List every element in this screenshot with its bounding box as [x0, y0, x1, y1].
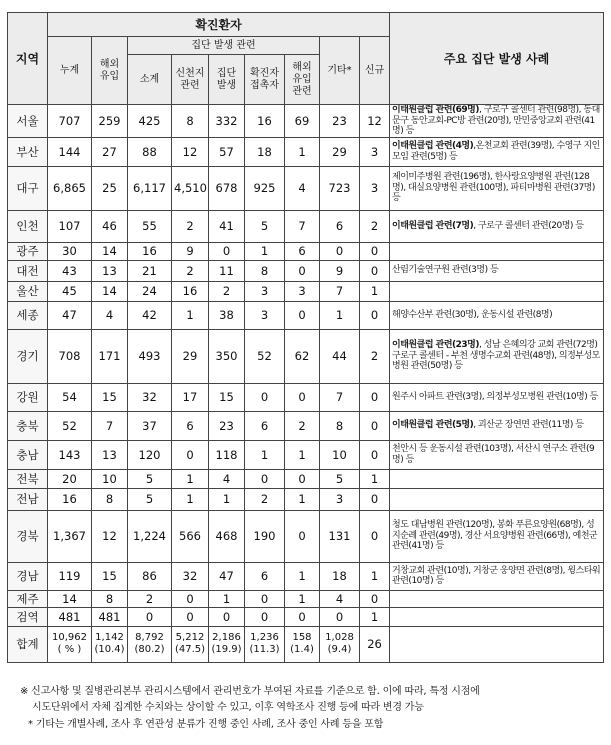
contact-cell: 16 [245, 105, 285, 138]
main-case-text: 거창교회 관련(10명), 거창군 웅양면 관련(8명), 윙스타워 관련(10명) 등 [392, 565, 601, 586]
main-case-cell [390, 260, 604, 281]
shincheonji-cell: 1 [172, 488, 209, 510]
table-header [8, 13, 604, 105]
subtotal-cell: 16 [128, 242, 172, 260]
other-cell: 5 [320, 469, 360, 488]
new-cell: 0 [360, 411, 390, 440]
contact-cell: 0 [245, 383, 285, 411]
contact-cell: 6 [245, 411, 285, 440]
shincheonji-cell: 1 [172, 301, 209, 329]
shincheonji-cell: 16 [172, 281, 209, 301]
new-cell: 0 [360, 488, 390, 510]
subtotal-cell: 1,224 [128, 510, 172, 562]
new-cell: 3 [360, 137, 390, 166]
other-cell: 8 [320, 411, 360, 440]
region-cell: 제주 [8, 590, 48, 607]
cumulative-cell: 119 [48, 562, 92, 590]
new-cell: 0 [360, 242, 390, 260]
contact-cell: 3 [245, 281, 285, 301]
other-cell: 18 [320, 562, 360, 590]
header-overseas: 해외 유입 [92, 37, 128, 105]
overseas-related-cell: 7 [285, 210, 320, 242]
shincheonji-cell: 12 [172, 137, 209, 166]
overseas-cell: 12 [92, 510, 128, 562]
main-case-cell [390, 510, 604, 562]
table-row [8, 260, 604, 281]
header-shincheonji: 신천지 관련 [172, 55, 209, 105]
total-value: 10,962 [52, 632, 87, 643]
cumulative-cell: 707 [48, 105, 92, 138]
contact-cell: 0 [245, 607, 285, 626]
region-cell: 인천 [8, 210, 48, 242]
header-new: 신규 [360, 37, 390, 105]
cumulative-total-cell [48, 626, 92, 662]
contact-cell: 52 [245, 329, 285, 383]
contact-cell: 925 [245, 166, 285, 210]
main-case-cell [390, 411, 604, 440]
table-row [8, 281, 604, 301]
overseas-related-cell: 0 [285, 301, 320, 329]
group-outbreak-cell: 350 [209, 329, 245, 383]
other-cell: 44 [320, 329, 360, 383]
region-cell: 전남 [8, 488, 48, 510]
overseas-related-cell: 1 [285, 590, 320, 607]
overseas-cell: 46 [92, 210, 128, 242]
main-case-text: 해양수산부 관련(30명), 운동시설 관련(8명) [392, 309, 553, 320]
footnote-1: ※ 신고사항 및 질병관리본부 관리시스템에서 관리번호가 부여된 자료를 기준으로 함. 이에 따라, 특정 시점에 [20, 686, 480, 697]
overseas-related-cell: 0 [285, 260, 320, 281]
main-case-cell [390, 105, 604, 138]
table-row [8, 440, 604, 469]
main-case-cell [390, 281, 604, 301]
shincheonji-cell: 32 [172, 562, 209, 590]
region-cell: 경북 [8, 510, 48, 562]
other-cell: 10 [320, 440, 360, 469]
table-row [8, 166, 604, 210]
subtotal-cell: 88 [128, 137, 172, 166]
cumulative-cell: 144 [48, 137, 92, 166]
other-cell: 23 [320, 105, 360, 138]
main-case-cell [390, 383, 604, 411]
contact-cell: 8 [245, 260, 285, 281]
contact-cell: 6 [245, 562, 285, 590]
main-case-highlight: 이태원클럽 관련(7명) [392, 220, 474, 231]
overseas-cell: 14 [92, 242, 128, 260]
contact-cell: 0 [245, 469, 285, 488]
region-cell: 대구 [8, 166, 48, 210]
overseas-related-cell: 69 [285, 105, 320, 138]
subtotal-cell: 0 [128, 607, 172, 626]
shincheonji-cell: 0 [172, 440, 209, 469]
main-case-text: 원주시 아파트 관련(3명), 의정부성모병원 관련(10명) 등 [392, 391, 598, 402]
other-total-cell [320, 626, 360, 662]
main-case-text: , 구로구 콜센터 관련(20명) 등 [473, 220, 584, 231]
total-percent: (10.4) [94, 644, 125, 655]
other-cell: 29 [320, 137, 360, 166]
main-case-cell [390, 329, 604, 383]
new-cell: 0 [360, 383, 390, 411]
main-case-total-cell [390, 626, 604, 662]
region-cell: 경남 [8, 562, 48, 590]
overseas-related-cell: 6 [285, 242, 320, 260]
contact-cell: 1 [245, 242, 285, 260]
total-value: 1,142 [95, 632, 124, 643]
shincheonji-cell: 566 [172, 510, 209, 562]
footnote-2: 시도단위에서 자체 집계한 수치와는 상이할 수 있고, 이후 역학조사 진행 등에 따라 변경 가능 [32, 702, 424, 713]
subtotal-cell: 86 [128, 562, 172, 590]
overseas-related-cell: 3 [285, 281, 320, 301]
table-row [8, 242, 604, 260]
table-row [8, 105, 604, 138]
new-cell: 1 [360, 469, 390, 488]
total-value: 5,212 [175, 632, 205, 643]
main-case-text: ,온천교회 관련(39명), 수영구 지인모임 관련(5명) 등 [392, 141, 600, 162]
new-total-cell: 26 [360, 626, 390, 662]
overseas-cell: 14 [92, 281, 128, 301]
main-case-text: 제이미주병원 관련(196명), 한사랑요양병원 관련(128명), 대실요양병원 관련(100명), 파티마병원 관련(37명) 등 [392, 172, 595, 204]
group-outbreak-cell: 332 [209, 105, 245, 138]
other-cell: 7 [320, 383, 360, 411]
overseas-related-cell: 0 [285, 510, 320, 562]
table-row [8, 383, 604, 411]
overseas-related-cell: 1 [285, 440, 320, 469]
subtotal-cell: 24 [128, 281, 172, 301]
other-cell: 723 [320, 166, 360, 210]
cumulative-cell: 54 [48, 383, 92, 411]
group-outbreak-cell: 41 [209, 210, 245, 242]
overseas-cell: 171 [92, 329, 128, 383]
overseas-cell: 15 [92, 562, 128, 590]
other-cell: 9 [320, 260, 360, 281]
shincheonji-cell: 29 [172, 329, 209, 383]
cumulative-cell: 43 [48, 260, 92, 281]
main-case-text: , 괴산군 장연면 관련(11명) 등 [473, 420, 584, 431]
main-case-text: 청도 대남병원 관련(120명), 봉화 푸른요양원(68명), 성지순례 관련(49명), 경산 서요양병원 관련(66명), 예천군 관련(41명) 등 [392, 520, 598, 552]
group-outbreak-cell: 57 [209, 137, 245, 166]
header-other: 기타* [320, 37, 360, 105]
other-cell: 131 [320, 510, 360, 562]
main-case-cell [390, 210, 604, 242]
contact-total-cell [245, 626, 285, 662]
group-outbreak-cell: 0 [209, 242, 245, 260]
group-outbreak-cell: 678 [209, 166, 245, 210]
main-case-text: 천안시 등 운동시설 관련(103명), 서산시 연구소 관련(9명) 등 [392, 444, 595, 465]
group-outbreak-cell: 468 [209, 510, 245, 562]
region-cell: 부산 [8, 137, 48, 166]
cumulative-cell: 47 [48, 301, 92, 329]
overseas-cell: 259 [92, 105, 128, 138]
table-row [8, 562, 604, 590]
total-percent: (9.4) [327, 644, 352, 655]
cumulative-cell: 20 [48, 469, 92, 488]
overseas-related-cell: 62 [285, 329, 320, 383]
overseas-cell: 8 [92, 488, 128, 510]
cumulative-cell: 6,865 [48, 166, 92, 210]
overseas-related-cell: 2 [285, 411, 320, 440]
header-main-cases: 주요 집단 발생 사례 [390, 13, 604, 105]
cumulative-cell: 143 [48, 440, 92, 469]
overseas-related-cell: 1 [285, 488, 320, 510]
cumulative-cell: 30 [48, 242, 92, 260]
shincheonji-cell: 6 [172, 411, 209, 440]
total-value: 2,186 [212, 632, 241, 643]
region-cell: 검역 [8, 607, 48, 626]
main-case-cell [390, 301, 604, 329]
group-outbreak-cell: 4 [209, 469, 245, 488]
group-outbreak-cell: 0 [209, 607, 245, 626]
contact-cell: 190 [245, 510, 285, 562]
new-cell: 0 [360, 510, 390, 562]
total-label: 합계 [8, 626, 48, 662]
overseas-related-total-cell [285, 626, 320, 662]
contact-cell: 5 [245, 210, 285, 242]
region-cell: 세종 [8, 301, 48, 329]
other-cell: 1 [320, 301, 360, 329]
overseas-related-cell: 0 [285, 469, 320, 488]
header-group-outbreak: 집단 발생 [209, 55, 245, 105]
other-cell: 4 [320, 590, 360, 607]
table-row [8, 329, 604, 383]
total-percent: (11.3) [249, 644, 280, 655]
other-cell: 3 [320, 488, 360, 510]
new-cell: 0 [360, 301, 390, 329]
main-case-cell [390, 469, 604, 488]
new-cell: 1 [360, 281, 390, 301]
main-case-cell [390, 607, 604, 626]
total-percent: (19.9) [211, 644, 242, 655]
group-outbreak-cell: 23 [209, 411, 245, 440]
new-cell: 3 [360, 166, 390, 210]
subtotal-cell: 55 [128, 210, 172, 242]
main-case-cell [390, 562, 604, 590]
new-cell: 1 [360, 607, 390, 626]
table-row [8, 590, 604, 607]
overseas-related-cell: 1 [285, 137, 320, 166]
main-case-highlight: 이태원클럽 관련(69명) [392, 105, 479, 115]
main-case-text: , 구로구 콜센터 관련(98명), 동대문구 동안교회-PC방 관련(20명), 만민중앙교회 관련(41명) 등 [392, 105, 600, 136]
table-row [8, 411, 604, 440]
total-value: 158 [292, 632, 312, 643]
overseas-cell: 481 [92, 607, 128, 626]
region-cell: 전북 [8, 469, 48, 488]
total-row [8, 626, 604, 662]
overseas-cell: 8 [92, 590, 128, 607]
group-outbreak-cell: 38 [209, 301, 245, 329]
main-case-cell [390, 137, 604, 166]
total-value: 1,028 [325, 632, 354, 643]
contact-cell: 3 [245, 301, 285, 329]
overseas-related-cell: 1 [285, 562, 320, 590]
overseas-cell: 15 [92, 383, 128, 411]
header-cumulative: 누계 [48, 37, 92, 105]
subtotal-cell: 5 [128, 469, 172, 488]
contact-cell: 2 [245, 488, 285, 510]
main-case-highlight: 이태원클럽 관련(5명) [392, 420, 474, 431]
subtotal-cell: 120 [128, 440, 172, 469]
overseas-cell: 13 [92, 260, 128, 281]
group-outbreak-cell: 15 [209, 383, 245, 411]
total-value: 8,792 [135, 632, 164, 643]
subtotal-cell: 32 [128, 383, 172, 411]
group-outbreak-cell: 2 [209, 281, 245, 301]
table-row [8, 210, 604, 242]
overseas-total-cell [92, 626, 128, 662]
shincheonji-cell: 1 [172, 469, 209, 488]
cumulative-cell: 481 [48, 607, 92, 626]
subtotal-total-cell [128, 626, 172, 662]
total-percent: (1.4) [290, 644, 314, 655]
group-outbreak-cell: 118 [209, 440, 245, 469]
region-cell: 강원 [8, 383, 48, 411]
subtotal-cell: 21 [128, 260, 172, 281]
shincheonji-cell: 17 [172, 383, 209, 411]
overseas-cell: 10 [92, 469, 128, 488]
table-row [8, 469, 604, 488]
region-cell: 경기 [8, 329, 48, 383]
shincheonji-cell: 0 [172, 607, 209, 626]
overseas-related-cell: 0 [285, 383, 320, 411]
table-row [8, 137, 604, 166]
other-cell: 0 [320, 242, 360, 260]
main-case-cell [390, 242, 604, 260]
region-cell: 대전 [8, 260, 48, 281]
group-outbreak-cell: 1 [209, 590, 245, 607]
region-cell: 광주 [8, 242, 48, 260]
other-cell: 7 [320, 281, 360, 301]
new-cell: 12 [360, 105, 390, 138]
overseas-cell: 7 [92, 411, 128, 440]
cumulative-cell: 708 [48, 329, 92, 383]
region-cell: 충남 [8, 440, 48, 469]
main-case-text: , 성남 은혜의강 교회 관련(72명) 구로구 콜센터 - 부천 생명수교회 관련(48명), 의정부성모병원 관련(50명) 등 [392, 340, 600, 372]
new-cell: 0 [360, 260, 390, 281]
overseas-cell: 27 [92, 137, 128, 166]
subtotal-cell: 5 [128, 488, 172, 510]
shincheonji-total-cell [172, 626, 209, 662]
region-cell: 울산 [8, 281, 48, 301]
main-case-highlight: 이태원클럽 관련(4명) [392, 141, 474, 151]
shincheonji-cell: 4,510 [172, 166, 209, 210]
contact-cell: 18 [245, 137, 285, 166]
total-percent: (47.5) [174, 644, 206, 655]
subtotal-cell: 2 [128, 590, 172, 607]
new-cell: 1 [360, 562, 390, 590]
main-case-highlight: 이태원클럽 관련(23명) [392, 340, 479, 351]
subtotal-cell: 493 [128, 329, 172, 383]
subtotal-cell: 42 [128, 301, 172, 329]
main-case-cell [390, 590, 604, 607]
contact-cell: 1 [245, 440, 285, 469]
group-outbreak-cell: 47 [209, 562, 245, 590]
header-subtotal: 소계 [128, 55, 172, 105]
cumulative-cell: 45 [48, 281, 92, 301]
new-cell: 2 [360, 329, 390, 383]
contact-cell: 0 [245, 590, 285, 607]
subtotal-cell: 425 [128, 105, 172, 138]
shincheonji-cell: 2 [172, 260, 209, 281]
header-contact: 확진자 접촉자 [245, 55, 285, 105]
footnote-3: * 기타는 개별사례, 조사 후 연관성 분류가 진행 중인 사례, 조사 중인 사례 등을 포함 [28, 719, 384, 730]
table-row [8, 488, 604, 510]
table-body [8, 105, 604, 663]
main-case-text: 산림기술연구원 관련(3명) 등 [392, 265, 499, 276]
subtotal-cell: 37 [128, 411, 172, 440]
group-outbreak-cell: 11 [209, 260, 245, 281]
overseas-cell: 4 [92, 301, 128, 329]
new-cell: 0 [360, 590, 390, 607]
cumulative-cell: 14 [48, 590, 92, 607]
main-case-cell [390, 488, 604, 510]
total-percent: ( % ) [57, 644, 82, 655]
table-row [8, 607, 604, 626]
group-outbreak-cell: 1 [209, 488, 245, 510]
other-cell: 6 [320, 210, 360, 242]
region-cell: 충북 [8, 411, 48, 440]
table-row [8, 301, 604, 329]
cumulative-cell: 52 [48, 411, 92, 440]
overseas-cell: 13 [92, 440, 128, 469]
header-cluster: 집단 발생 관련 [128, 37, 320, 55]
total-percent: (80.2) [134, 644, 165, 655]
overseas-related-cell: 0 [285, 607, 320, 626]
new-cell: 2 [360, 210, 390, 242]
shincheonji-cell: 8 [172, 105, 209, 138]
header-overseas-related: 해외 유입 관련 [285, 55, 320, 105]
cumulative-cell: 1,367 [48, 510, 92, 562]
shincheonji-cell: 2 [172, 210, 209, 242]
shincheonji-cell: 0 [172, 590, 209, 607]
other-cell: 0 [320, 607, 360, 626]
overseas-cell: 25 [92, 166, 128, 210]
main-case-cell [390, 440, 604, 469]
shincheonji-cell: 9 [172, 242, 209, 260]
group-outbreak-total-cell [209, 626, 245, 662]
cumulative-cell: 16 [48, 488, 92, 510]
overseas-related-cell: 4 [285, 166, 320, 210]
new-cell: 0 [360, 440, 390, 469]
header-confirmed: 확진환자 [48, 13, 390, 37]
region-cell: 서울 [8, 105, 48, 138]
header-region: 지역 [8, 13, 48, 105]
subtotal-cell: 6,117 [128, 166, 172, 210]
confirmed-cases-table [7, 12, 604, 663]
main-case-cell [390, 166, 604, 210]
table-row [8, 510, 604, 562]
cumulative-cell: 107 [48, 210, 92, 242]
total-value: 1,236 [250, 632, 279, 643]
